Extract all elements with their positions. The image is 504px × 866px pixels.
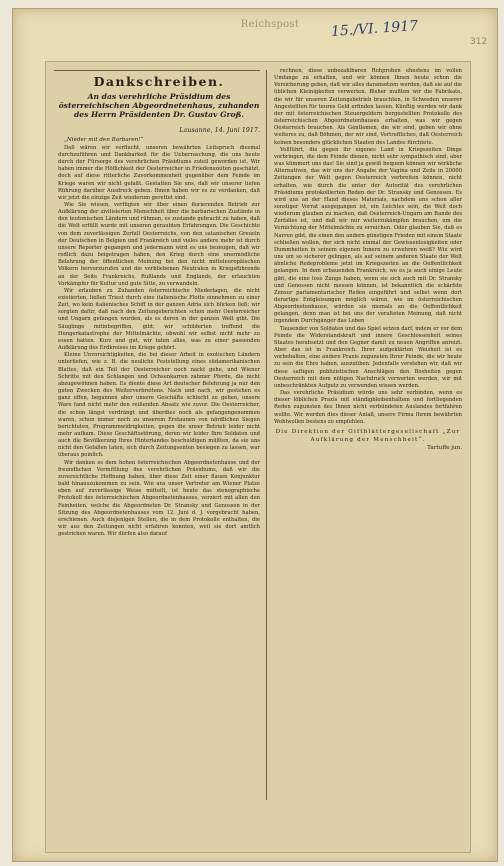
article-paragraph: Daß wären wir verflucht, unseren bewährten Leitspruch diesmal durchzuführen und Dankbarkeit für die Ueberraschung, die uns heute durch der Fürsorge des verehrlichen Präsidiums zuteil geworden ist. Wir haben immer die Höflichkeit der Oesterreicher in Friedenszeiten geschätzt, doch auf diese ritterliche Zuvorkommenheit gegenüber dem Feinde im Kriege waren wir nicht gefaßt. Gestatten Sie uns, daß wir unserer tiefen Rührung darüber Ausdruck geben. Ihnen haben wir es zu verdanken, daß wir jetzt die einzige Zeit wiederum gerettet sind. [58,144,260,201]
article-headline: An das verehrliche Präsidium des österreichischen Abgeordnetenhaus, zuhanden des Herrn Präsidenten Dr. Gustav Groß. [58,92,260,119]
article-quote: „Nieder mit den Barbaren!“ [64,136,144,143]
article-paragraph: Wie Sie wissen, verfügten wir über einen florierenden Betrieb zur Aufklärung der zivilisierten Menschheit über die barbarischen Zustände in den teutonischen Ländern und rühmen, es zustande gebracht zu haben, daß die Welt erfüllt wurde mit unseren geraubten Erfahrungen. Die Geschichte von dem zuverlässigen Zerfall Oesterreichs, von den satanischen Greueln der Deutschen in Belgien und Frankreich und vieles andere mehr ist durch unsere Reporter gegangen und jedermann wird es uns bezeugen, daß wir redlich dazu beigetragen haben, den Krieg durch eine unermüdliche Belehrung der öffentlichen Meinung bei den nicht mitteleuropäischen Völkern hervorzurufen und die verbliebenen Neutralen in Kriegsführende an der Seite Frankreichs, Rußlands und Englands, der erlauchten Vorkämpfer für Kultur und gute Sitte, zu verwandeln. [58,201,260,287]
right-column [274,68,462,451]
article-signer: Tartuffe jun. [427,444,462,451]
left-column [58,74,260,538]
article-signoff: Die Direktion der Giftblättergesellschaft „Zur Aufklärung der Menschheit“. [275,428,461,443]
archive-sheet [12,8,498,862]
column-divider [266,70,267,800]
handwritten-date: 15./VI. 1917 [330,17,419,41]
article-paragraph: Wir danken es dem hohen österreichischen Abgeordnetenhause und der freundlichen Vermittlung des verehrlichen Präsidiums, daß wir die zuversichtliche Hoffnung haben, über diese Zeit einer flauen Konjunktur bald hinauszukommen zu sein. Wie uns unser Vertreter am Wiener Platze eben auf zuverlässige Weise mitteilt, ist heute das stenographische Protokoll des österreichischen Abgeordnetenhauses, verziert mit allen den Feinheiten, welche die Abgeordneten Dr. Stransky und Genossen in der Sitzung des Abgeordnetenhauses vom 12. Juni d. J. vorgebracht haben, erschienen. Auch diejenigen Stellen, die in dem Protokolle enthalten, die wir aus den Zeitungen nicht erfahren konnten, weil sie dort amtlich gestrichen waren. Wir dürfen also darauf [58,459,260,538]
newspaper-stamp: Reichspost [240,19,300,30]
article-title: Dankschreiben. [93,74,225,89]
article-dateline: Lausanne, 14. Juni 1917. [179,125,260,134]
pencil-annotation: 312 [470,37,488,47]
top-rule [54,70,260,71]
article-paragraph: Wir erlauben zu Zuhanden österreichische Niederlagen, die nicht existierten, ließen Triest durch eine italienische Flotte einnehmen zu einer Zeit, wo kein italienisches Schiff in der ganzen Adria sich blicken ließ; wir sorgten dafür, daß nach den Zeitungsberichten schon mehr Oesterreicher und Ungarn gefangen wurden, als es deren in der ganzen Welt gibt. Die Säuglinge mitinbegriffen, gibt; wir schilderten treffend die Hungerkatastrophe der Mittelmächte, obwohl wir selbst nicht mehr zu essen hatten. Kurz und gut, wir taten alles, was zu einer passenden Aufklärung des Erdkreises im Kriege gehört. [58,287,260,352]
article-paragraph: Das verehrliche Präsidium würde uns sehr verbinden, wenn es dieser löblichen Praxis mit ständigbleibenhaltem und fortliegenden Reden zugunsten des Ihnen nicht verbündeten Auslandes fortfahren wollte. Wir werden dies dieser Anlaß, unsere Firma Ihrem bewährten Wohlwollen bestens zu empfehlen. [274,390,462,425]
article-paragraph: Kleine Unvorsichtigkeiten, die bei dieser Arbeit in exotischen Ländern unterliefen, wie z. B. die neuliche Feststellung eines südamerikanischen Blattes, daß ein Teil der Oesterreicher noch nackt gehe, und Wiener Schritte mit den Schlangen und Ochsenkarren zahmer Pferde, die nicht abzugewöhnen haben. Es diente diese Art deutscher Belehrung ja nur den guten Zwecken des Weiterverbreitens. Nach und nach, wir gestehen es ganz offen, begannen aber unsere Geschäfte schlecht zu gehen, unsere Ware fand nicht mehr den reißenden Absatz wie zuvor. Die Oesterreicher, die schon längst verdrängt und überdies noch als gefangengenommen waren, schon immer noch zu unserem Erstaunen von nördlichen Siegen berichteten, Programmwidrigkeiten, gegen die unser Betrieb leider nicht mehr aufkam. Diese Geschäftsstörung, deren wir leider Ihre Soldaten und auch die Bevölkerung Ihres Hinterlandes beschuldigen müßten, da sie uns nicht den Gefallen taten, sich durch Zeitungsenten besiegen zu lassen, war überaus peinlich. [58,352,260,459]
article-paragraph: Tausender von Soldaten und das Spiel setzen darf, indem er vor dem Feinde die Widerstandskraft und innere Geschlossenheit seines Staates herabsetzt und den Gegner damit zu neuen Angriffen anreizt. Aber das ist in Frankreich. Ihrer aufgeklärten Weisheit ist es vorbehalten, eine andere Praxis zugunsten Ihrer Feinde, die wir heute zu sein die Ehre haben, auszuüben. Jedenfalls verstehen wir, daß wir diese saftigen publizistischen Anschlägen den Bosheiten gegen Oesterreich mit dem nötigen Nachdruck verwerten werden, wir mit unbeschränkten Aufputz zu verwenden wissen werden. [274,325,462,389]
article-paragraph: Vollführt, die gegen ihr eigenes Land in Kriegszeiten Dinge vorbringen, die dem Feinde dienen, nicht sehr sympathisch sind, aber was kümmert uns das! Sie sind ja gewiß bequem können wir wirkliche Alternativen, das wir uns der Angabe der Vagina und Zeile in 20000 Zeitungen der Welt gegen Oesterreich verbreiten können, nicht erhalten, wie durch die unter der Autorität des verehrlichen Präsidiums protokollierten Reden der Dr. Stransky und Genossen. Es wird uns an der Hand dieses Materials, nachdem uns schon aller sonstiger Vorrat ausgegangen ist, ein Leichtes sein, die Welt doch wiederum glauben zu machen, daß Oesterreich-Ungarn am Rande des Zerfalles ist, und daß wir nur weiterzukämpfen brauchen, um die Vernichtung der Mittelmächte zu erreichen. Oder glauben Sie, daß es Narren gibt, die einen den andern günstigen Frieden mit einem Staate schließen wollen, der sich nicht einmal der Gewissenlosigkeiten oder Dummheiten in seinem eigenen Innern zu erwehren weiß? Wie wird uns um so sicherer gelingen, als auf seinem anderen Staate der Welt ähnliche Redeprobleme jetzt im Kriegszeiten an die Oeffentlichkeit gelangen. In dem erbauenden Frankreich, wo es ja auch einige Leute gibt, die eine lose Zunge haben, wenn sie sich auch mit Dr. Stransky und Genossen nicht messen können, ist bekanntlich die schärfste Zensur parlamentarischer Reden eingeführt und selbst wenn dort derartige Entgleisungen möglich wären, wie im österreichischen Abgeordnetenhause, würden sie niemals an die Oeffentlichkeit gelangen, denn man ist bei uns der veralteten Meinung, daß nicht irgendein Durchgänger das Leben [274,146,462,325]
newspaper-clipping [45,61,471,853]
article-paragraph: rechnen, diese unbezahlbaren Rohproben ehestens im vollen Umfange zu erhalten, und wir können Ihnen heute schon die Versicherung geben, daß wir alles daransetzen werden, daß sie auf die üblichen Kleinigkeiten verwerten. Bisher mußten wir die Fabrikate, die wir für unseren Zeitungsbetrieb brauchten, in Schweden unserer Angestellten für teures Geld erfinden lassen. Künftig werden wir dank der mit österreichischen Steuergeldern hergestellten Protokolle des österreichischen Abgeordnetenhauses erhalten, was wir gegen Oesterreich brauchen. Als Gentlemen, die wir sind, geben wir ohne weiteres zu, daß Böhmen, der wir sind, Vortreffliches, daß Oesterreich keinen besonders glücklichen Staaten des Landes fürchtete. [274,68,462,146]
